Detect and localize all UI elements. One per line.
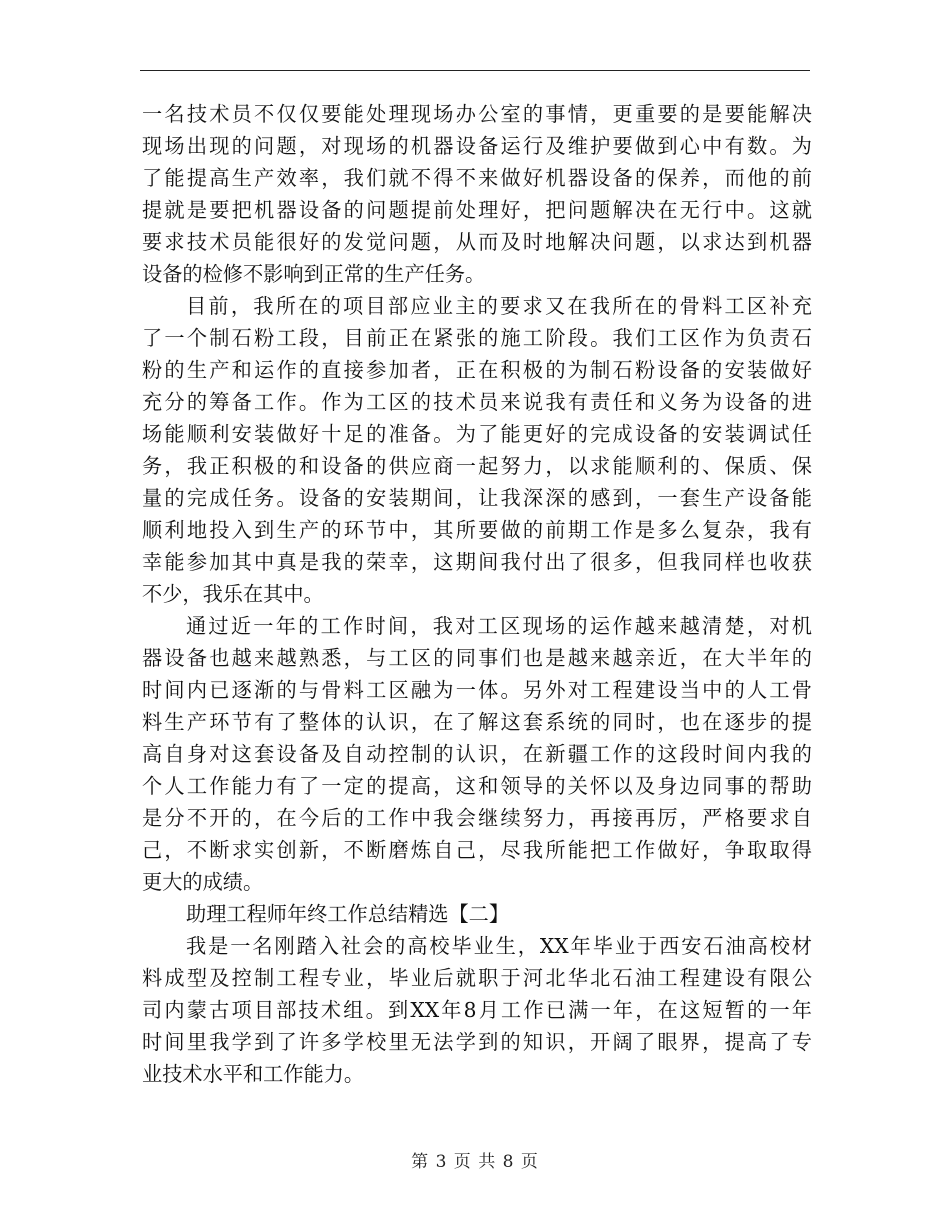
text-line: 业技术水平和工作能力。 (142, 1062, 365, 1086)
text-line: 设备的检修不影响到正常的生产任务。 (142, 262, 486, 286)
text-line: 充分的筹备工作。作为工区的技术员来说我有责任和义务为设备的进 (142, 390, 812, 414)
text-line: 场能顺利安装做好十足的准备。为了能更好的完成设备的安装调试任 (142, 422, 812, 446)
document-body (142, 98, 812, 1090)
text-line: 通过近一年的工作时间，我对工区现场的运作越来越清楚，对机 (186, 614, 812, 638)
text-line: 司内蒙古项目部技术组。到XX年8月工作已满一年，在这短暂的一年 (142, 998, 812, 1022)
text-line: 不少，我乐在其中。 (142, 582, 324, 606)
paragraph-year-review (142, 610, 812, 898)
section-heading-part-two (142, 898, 812, 930)
text-line: 目前，我所在的项目部应业主的要求又在我所在的骨料工区补充 (186, 294, 812, 318)
header-rule (140, 70, 810, 71)
text-line: 时间里我学到了许多学校里无法学到的知识，开阔了眼界，提高了专 (142, 1030, 812, 1054)
paragraph-technician-duties (142, 98, 812, 290)
text-line: 提就是要把机器设备的问题提前处理好，把问题解决在无行中。这就 (142, 198, 812, 222)
text-line: 现场出现的问题，对现场的机器设备运行及维护要做到心中有数。为 (142, 134, 812, 158)
text-line: 个人工作能力有了一定的提高，这和领导的关怀以及身边同事的帮助 (142, 774, 812, 798)
text-line: 务，我正积极的和设备的供应商一起努力，以求能顺利的、保质、保 (142, 454, 812, 478)
text-line: 己，不断求实创新，不断磨炼自己，尽我所能把工作做好，争取取得 (142, 838, 812, 862)
text-line: 料生产环节有了整体的认识，在了解这套系统的同时，也在逐步的提 (142, 710, 812, 734)
text-line: 要求技术员能很好的发觉问题，从而及时地解决问题，以求达到机器 (142, 230, 812, 254)
text-line: 更大的成绩。 (142, 870, 264, 894)
paragraph-graduate-intro (142, 930, 812, 1090)
page-number-footer: 第 3 页 共 8 页 (411, 1152, 539, 1172)
text-line: 幸能参加其中真是我的荣幸，这期间我付出了很多，但我同样也收获 (142, 550, 812, 574)
text-line: 了能提高生产效率，我们就不得不来做好机器设备的保养，而他的前 (142, 166, 812, 190)
paragraph-stone-powder-section (142, 290, 812, 610)
text-line: 器设备也越来越熟悉，与工区的同事们也是越来越亲近，在大半年的 (142, 646, 812, 670)
text-line: 粉的生产和运作的直接参加者，正在积极的为制石粉设备的安装做好 (142, 358, 812, 382)
section-heading: 助理工程师年终工作总结精选【二】 (186, 902, 510, 926)
text-line: 高自身对这套设备及自动控制的认识，在新疆工作的这段时间内我的 (142, 742, 812, 766)
text-line: 量的完成任务。设备的安装期间，让我深深的感到，一套生产设备能 (142, 486, 812, 510)
text-line: 顺利地投入到生产的环节中，其所要做的前期工作是多么复杂，我有 (142, 518, 812, 542)
text-line: 我是一名刚踏入社会的高校毕业生，XX年毕业于西安石油高校材 (186, 934, 812, 958)
text-line: 料成型及控制工程专业，毕业后就职于河北华北石油工程建设有限公 (142, 966, 812, 990)
text-line: 是分不开的，在今后的工作中我会继续努力，再接再厉，严格要求自 (142, 806, 812, 830)
text-line: 时间内已逐渐的与骨料工区融为一体。另外对工程建设当中的人工骨 (142, 678, 812, 702)
text-line: 了一个制石粉工段，目前正在紧张的施工阶段。我们工区作为负责石 (142, 326, 812, 350)
text-line: 一名技术员不仅仅要能处理现场办公室的事情，更重要的是要能解决 (142, 102, 812, 126)
